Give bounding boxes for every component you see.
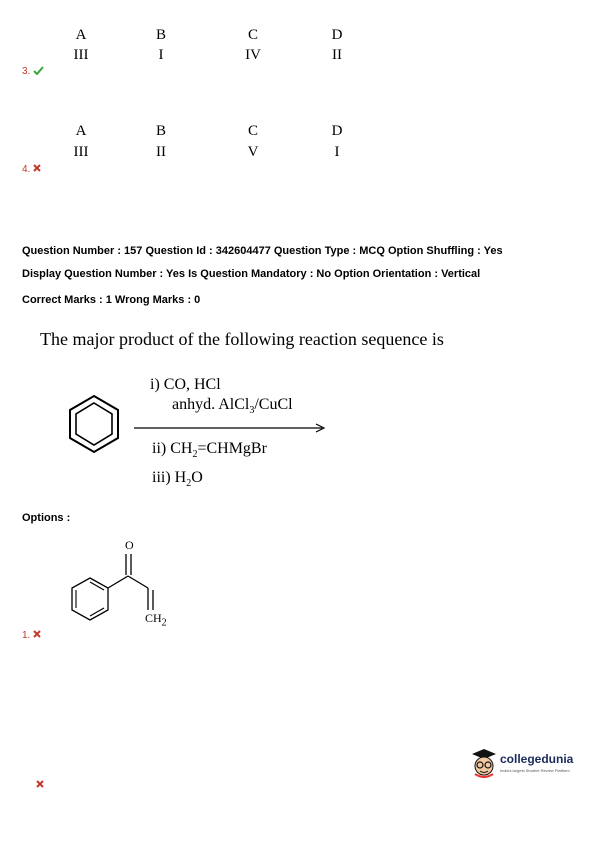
reagent-text: iii) H: [152, 469, 187, 486]
option-4-cell: III: [73, 144, 89, 160]
oxygen-label: O: [125, 538, 134, 552]
reagent-text: /CuCl: [254, 396, 293, 413]
reagent-step-1: i) CO, HCl: [150, 376, 221, 393]
reagent-step-3: [152, 469, 203, 489]
options-label: Options :: [22, 512, 71, 524]
option-3-cell: B: [155, 27, 166, 43]
option-3-cell: I: [158, 47, 164, 63]
question-meta-line-1: Question Number : 157 Question Id : 342604477 Question Type : MCQ Option Shuffling : Yes: [22, 245, 503, 257]
option-3-cell: IV: [245, 47, 261, 63]
option-4-cell: A: [75, 123, 87, 139]
reagent-text: anhyd. AlCl: [172, 396, 250, 413]
option-4-cell: V: [247, 144, 259, 160]
option-4-cell: D: [331, 123, 343, 139]
question-meta-line-3: Correct Marks : 1 Wrong Marks : 0: [22, 294, 201, 306]
reagent-subscript: 2: [186, 478, 192, 490]
ch2-label: [145, 611, 167, 628]
option-3-cell: D: [331, 27, 343, 43]
reagent-step-2: [152, 440, 267, 460]
reagent-subscript: 2: [192, 449, 198, 461]
cross-icon: [33, 164, 41, 172]
benzene-structure: [64, 390, 124, 460]
reaction-arrow-icon: [134, 422, 328, 434]
cross-icon: [33, 630, 41, 638]
ch2-text: CH: [145, 611, 162, 625]
option-4-cell: II: [156, 144, 166, 160]
reagent-text: O: [191, 469, 203, 486]
reagent-step-1-catalyst: [172, 396, 293, 416]
option-3-number: [22, 66, 44, 77]
reagent-text: =CHMgBr: [197, 440, 267, 457]
option-1-structure: [62, 538, 192, 638]
option-3-cell: C: [247, 27, 258, 43]
option-4-number-text: 4.: [22, 164, 31, 175]
logo-tagline: India's largest Student Review Platform: [500, 768, 570, 773]
answer-option-1-number-text: 1.: [22, 630, 31, 641]
logo-brand-text: collegedunia: [500, 752, 574, 766]
option-4-number: [22, 164, 41, 175]
option-4-cell: I: [334, 144, 340, 160]
ch2-subscript: 2: [161, 617, 167, 629]
reagent-text: ii) CH: [152, 440, 193, 457]
option-3-cell: II: [332, 47, 342, 63]
reagent-subscript: 3: [249, 405, 255, 417]
graduate-mascot-icon: [469, 746, 499, 778]
option-3-cell: III: [73, 47, 89, 63]
option-4-cell: C: [247, 123, 258, 139]
cross-icon: [36, 780, 44, 788]
option-4-cell: B: [155, 123, 166, 139]
option-3-cell: A: [75, 27, 87, 43]
question-text: The major product of the following reaction sequence is: [40, 329, 444, 349]
answer-option-1-number: [22, 630, 41, 641]
option-3-number-text: 3.: [22, 66, 31, 77]
check-icon: [33, 66, 44, 75]
question-meta-line-2: Display Question Number : Yes Is Question Mandatory : No Option Orientation : Vertical: [22, 268, 481, 280]
collegedunia-logo: [469, 746, 585, 782]
answer-option-2-number: [36, 780, 44, 791]
